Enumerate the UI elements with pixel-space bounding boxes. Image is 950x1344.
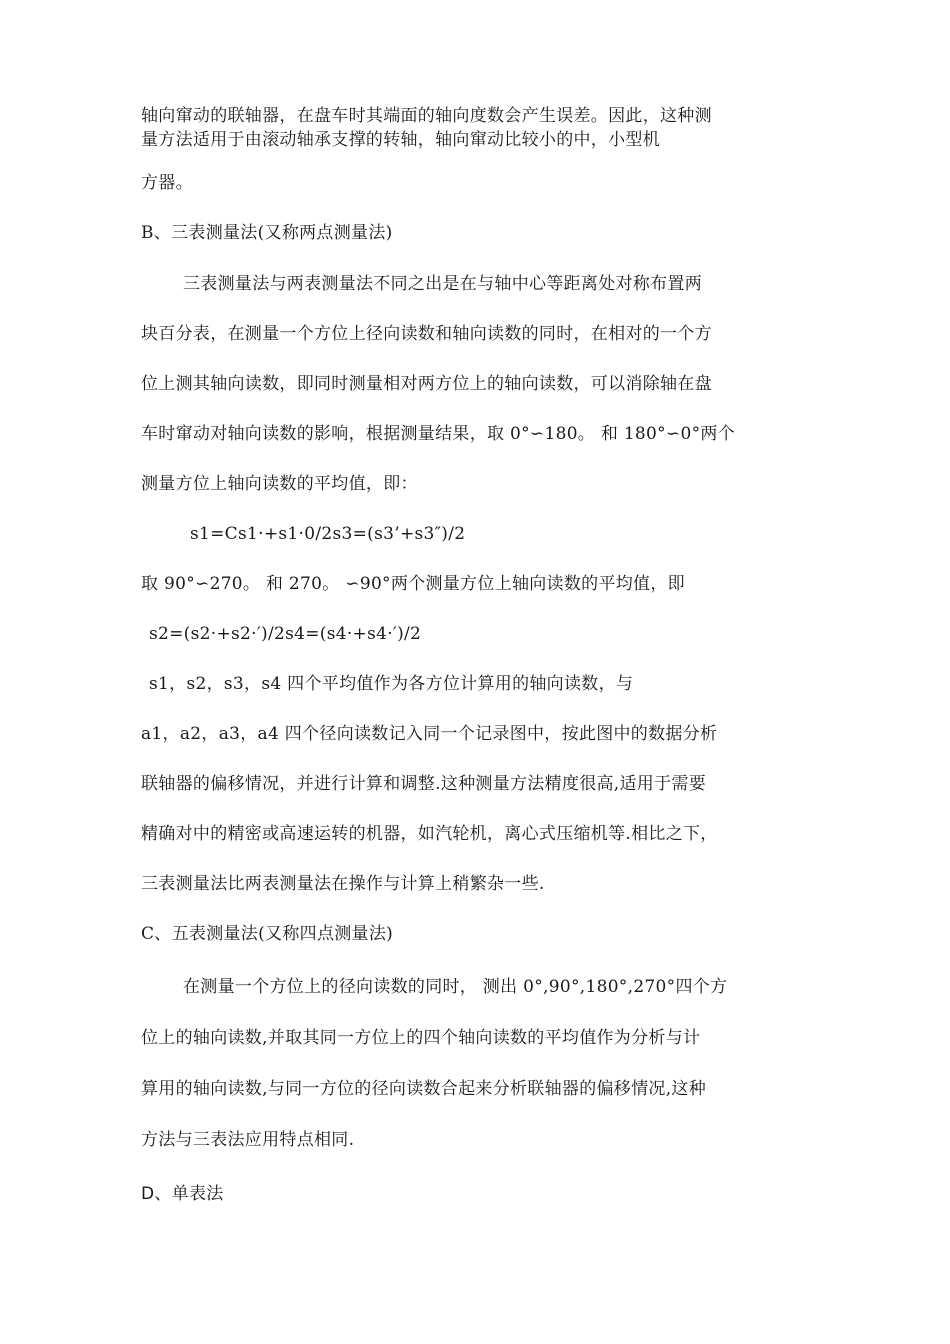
text-line: 方器。 — [141, 173, 193, 193]
text-line: 车时窜动对轴向读数的影响，根据测量结果，取 0°∽180。 和 180°∽0°两个 — [141, 424, 736, 444]
text-line: 轴向窜动的联轴器，在盘车时其端面的轴向度数会产生误差。因此，这种测 — [141, 106, 712, 126]
text-line: 测量方位上轴向读数的平均值，即： — [141, 474, 418, 494]
paragraph-first-line: 三表测量法与两表测量法不同之出是在与轴中心等距离处对称布置两 — [183, 274, 702, 294]
text-line: 位上测其轴向读数，即同时测量相对两方位上的轴向读数，可以消除轴在盘 — [141, 374, 712, 394]
text-line: a1，a2，a3，a4 四个径向读数记入同一个记录图中，按此图中的数据分析 — [141, 724, 718, 744]
text-line: 联轴器的偏移情况，并进行计算和调整.这种测量方法精度很高,适用于需要 — [141, 774, 707, 794]
text-line: 块百分表，在测量一个方位上径向读数和轴向读数的同时，在相对的一个方 — [141, 324, 712, 344]
section-heading-d: D、单表法 — [141, 1184, 224, 1204]
paragraph-first-line: 在测量一个方位上的径向读数的同时， 测出 0°,90°,180°,270°四个方 — [183, 977, 728, 997]
text-line: 量方法适用于由滚动轴承支撑的转轴，轴向窜动比较小的中，小型机 — [141, 130, 660, 150]
formula-line: s2=(s2·+s2·′)/2s4=(s4·+s4·′)/2 — [149, 624, 422, 644]
text-line: 方法与三表法应用特点相同. — [141, 1130, 355, 1150]
text-line: 位上的轴向读数,并取其同一方位上的四个轴向读数的平均值作为分析与计 — [141, 1028, 701, 1048]
text-line: 三表测量法比两表测量法在操作与计算上稍繁杂一些. — [141, 874, 545, 894]
section-heading-b: B、三表测量法(又称两点测量法) — [141, 223, 393, 243]
section-heading-c: C、五表测量法(又称四点测量法) — [141, 924, 394, 944]
text-line: 算用的轴向读数,与同一方位的径向读数合起来分析联轴器的偏移情况,这种 — [141, 1079, 707, 1099]
text-line: s1，s2，s3，s4 四个平均值作为各方位计算用的轴向读数，与 — [149, 674, 634, 694]
text-line: 精确对中的精密或高速运转的机器，如汽轮机，离心式压缩机等.相比之下， — [141, 824, 718, 844]
formula-line: s1=Cs1·+s1·0/2s3=(s3’+s3″)/2 — [190, 524, 466, 544]
text-line: 取 90°∽270。 和 270。 ∽90°两个测量方位上轴向读数的平均值，即 — [141, 574, 685, 594]
